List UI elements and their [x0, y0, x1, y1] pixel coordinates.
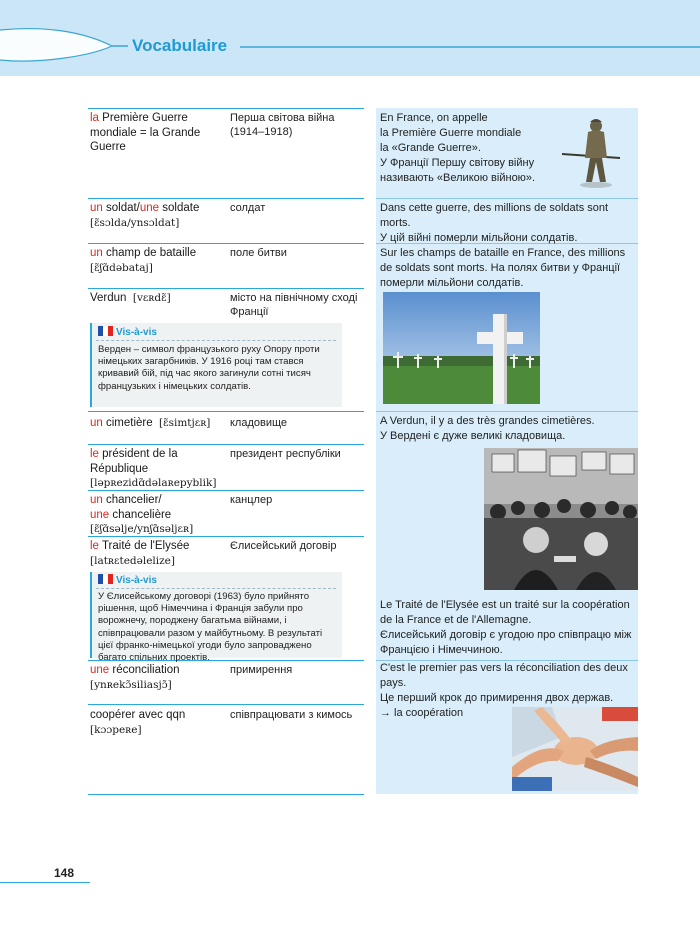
translation: поле битви	[230, 247, 287, 259]
example-block: En France, on appelle la Première Guerre mondiale la «Grande Guerre». У Франції Першу світову війну називають «Великою війною».	[380, 112, 536, 184]
row-separator	[88, 704, 364, 705]
row-separator	[88, 794, 364, 795]
example-block: Dans cette guerre, des millions de soldats sont morts. У цій війні померли мільйони солдатів.	[380, 202, 609, 244]
example-block: A Verdun, il y a des très grandes cimetières. У Вердені є дуже великі кладовища.	[380, 415, 595, 442]
term-traite-elysee: le Traité de l'Elysée [latʀɛtedəlelize]	[90, 540, 190, 567]
translation: президент республіки	[230, 448, 341, 460]
example-block: C'est le premier pas vers la réconciliation des deux pays. Це перший крок до примирення двох держав. → la coopération	[380, 662, 628, 719]
header-swoosh	[0, 0, 700, 80]
row-separator	[88, 108, 364, 109]
term-soldat: un soldat/une soldate [ɛ̃sɔlda/ynsɔldat]	[90, 202, 200, 229]
term-champ-de-bataille: un champ de bataille [ɛ̃ʃɑ̃dəbataj]	[90, 247, 197, 274]
example-block: Sur les champs de bataille en France, des millions de soldats sont morts. На полях битви у Франції померли мільйони солдатів.	[380, 247, 626, 289]
row-separator	[88, 444, 364, 445]
vis-a-vis-box: Vis-à-vis Верден – символ французького руху Опору проти німецьких загарбників. У 1916 році там стався кривавий бій, під час якого загинули сотні тисяч французьких і німецьких солдатів.	[90, 323, 342, 407]
translation: Перша світова війна (1914–1918)	[230, 112, 335, 138]
translation: Єлисейський договір	[230, 540, 337, 552]
row-separator	[88, 288, 364, 289]
france-flag-icon	[98, 326, 113, 336]
verdun-cemetery-image	[383, 292, 540, 404]
row-separator	[88, 243, 364, 244]
translation: канцлер	[230, 494, 273, 506]
france-flag-icon	[98, 574, 113, 584]
translation: місто на північному сході Франції	[230, 292, 358, 318]
term-president: le président de la République [ləpʀezidɑ̃dəlaʀepyblik]	[90, 448, 217, 489]
translation: примирення	[230, 664, 293, 676]
term-premiere-guerre: la Première Guerre mondiale = la Grande Guerre	[90, 112, 201, 153]
row-separator	[88, 198, 364, 199]
term-cooperer: coopérer avec qqn [kɔɔpeʀe]	[90, 709, 186, 736]
translation: солдат	[230, 202, 266, 214]
page-title: Vocabulaire	[132, 36, 228, 55]
term-cimetiere: un cimetière [ɛ̃simtjɛʀ]	[90, 417, 211, 429]
soldier-image	[560, 114, 630, 190]
vis-a-vis-box: Vis-à-vis У Єлисейському договорі (1963) було прийнято рішення, щоб Німеччина і Франція забули про ворожнечу, породжену багатьма війнами, і співпрацювали разом у майбутньому. В результаті цієї франко-німецької угоди було запроваджено багато спільних проектів.	[90, 572, 342, 658]
term-reconciliation: une réconciliation [ynʀekɔ̃siliasjɔ̃]	[90, 664, 180, 691]
translation: співпрацювати з кимось	[230, 709, 353, 721]
translation: кладовище	[230, 417, 288, 429]
page-number: 148	[54, 866, 75, 880]
term-chancelier: un chancelier/ une chancelière [ɛ̃ʃɑ̃səlje/ynʃɑ̃səljɛʀ]	[90, 494, 194, 535]
panel-separator	[376, 198, 638, 199]
term-verdun: Verdun [vɛʀdɛ̃]	[90, 292, 171, 304]
example-block: Le Traité de l'Elysée est un traité sur la coopération de la France et de l'Allemagne. Єлисейський договір є угодою про співпрацю між Францією і Німеччиною.	[380, 599, 632, 656]
panel-separator	[376, 411, 638, 412]
de-gaulle-adenauer-photo	[484, 448, 638, 590]
cooperation-hands-photo	[512, 707, 638, 791]
footer-rule	[0, 882, 90, 883]
row-separator	[88, 411, 364, 412]
